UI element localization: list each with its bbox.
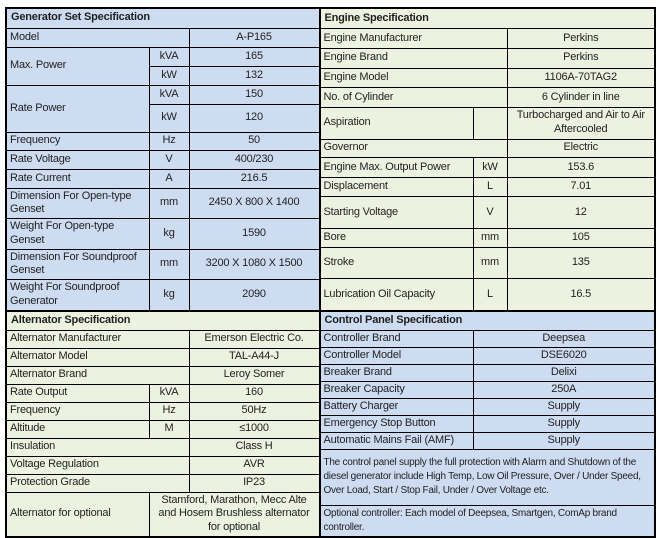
table-row: [320, 364, 655, 381]
section-title: Control Panel Specification: [320, 311, 655, 330]
table-row: [6, 219, 319, 250]
spec-label: Displacement: [320, 177, 473, 197]
table-row: [6, 366, 319, 384]
spec-value: A-P165: [189, 28, 319, 47]
spec-label: Alternator Model: [6, 348, 189, 366]
spec-label: Engine Manufacturer: [320, 29, 507, 49]
table-row: [6, 280, 319, 311]
spec-unit: kVA: [149, 47, 189, 66]
spec-label: Frequency: [6, 132, 149, 150]
spec-unit: kW: [149, 66, 189, 85]
table-row: [6, 492, 319, 537]
spec-value: 400/230: [189, 150, 319, 169]
table-row: [6, 28, 319, 47]
spec-unit: kW: [473, 158, 507, 178]
spec-value: 2450 X 800 X 1400: [189, 188, 319, 219]
spec-unit: M: [149, 420, 189, 438]
spec-unit: kg: [149, 280, 189, 311]
table-row: [320, 107, 655, 139]
spec-unit: mm: [473, 248, 507, 279]
spec-value: Delixi: [473, 364, 655, 381]
table-row: [320, 177, 655, 197]
spec-unit: [473, 107, 507, 139]
spec-label: Governor: [320, 139, 507, 158]
table-row: [6, 132, 319, 150]
spec-label: Breaker Capacity: [320, 381, 473, 398]
spec-value: Turbocharged and Air to Air Aftercooled: [507, 107, 655, 139]
spec-label: Alternator Brand: [6, 366, 189, 384]
spec-unit: kVA: [149, 384, 189, 402]
table-row: [320, 311, 655, 330]
spec-label: Rate Output: [6, 384, 149, 402]
spec-value: 6 Cylinder in line: [507, 88, 655, 108]
spec-label: Frequency: [6, 402, 149, 420]
spec-label: Aspiration: [320, 107, 473, 139]
table-row: [6, 47, 319, 66]
spec-value: Supply: [473, 415, 655, 432]
table-row: [320, 29, 655, 49]
table-row: [320, 8, 655, 29]
table-row: [320, 88, 655, 108]
engine-spec-table: [320, 7, 657, 311]
table-row: [320, 139, 655, 158]
table-row: [6, 85, 319, 104]
spec-value: 150: [189, 85, 319, 104]
spec-unit: mm: [473, 228, 507, 248]
spec-value: Stamford, Marathon, Mecc Alte and Hosem Brushless alternator for optional: [149, 492, 319, 537]
spec-value: 16.5: [507, 279, 655, 310]
table-row: [320, 228, 655, 248]
spec-value: TAL-A44-J: [189, 348, 319, 366]
spec-value: 50: [189, 132, 319, 150]
spec-label: Alternator Manufacturer: [6, 330, 189, 348]
spec-label: Engine Max. Output Power: [320, 158, 473, 178]
spec-label: Max. Power: [6, 47, 149, 85]
spec-value: 135: [507, 248, 655, 279]
spec-value: 12: [507, 197, 655, 228]
spec-value: 50Hz: [189, 402, 319, 420]
table-row: [320, 48, 655, 68]
spec-label: Dimension For Open-type Genset: [6, 188, 149, 219]
spec-value: ≤1000: [189, 420, 319, 438]
spec-note: Optional controller: Each model of Deepsea, Smartgen, ComAp brand controller.: [320, 505, 655, 537]
table-row: [6, 8, 319, 28]
table-row: [6, 420, 319, 438]
spec-unit: mm: [149, 188, 189, 219]
section-title: Generator Set Specification: [6, 8, 319, 28]
spec-value: Class H: [189, 438, 319, 456]
spec-label: Stroke: [320, 248, 473, 279]
spec-label: Lubrication Oil Capacity: [320, 279, 473, 310]
spec-label: Model: [6, 28, 189, 47]
spec-label: Engine Brand: [320, 48, 507, 68]
spec-label: Emergency Stop Button: [320, 415, 473, 432]
spec-label: Alternator for optional: [6, 492, 149, 537]
spec-label: Controller Model: [320, 347, 473, 364]
spec-unit: Hz: [149, 402, 189, 420]
table-row: [320, 248, 655, 279]
spec-label: Automatic Mains Fail (AMF): [320, 432, 473, 449]
table-row: [320, 347, 655, 364]
table-row: [320, 398, 655, 415]
table-row: [320, 330, 655, 347]
table-row: [320, 279, 655, 310]
spec-label: Weight For Open-type Genset: [6, 219, 149, 250]
spec-unit: kW: [149, 104, 189, 132]
spec-value: Supply: [473, 432, 655, 449]
spec-note: The control panel supply the full protection with Alarm and Shutdown of the diesel generator include High Temp, Low Oil Pressure, Over / Under Speed, Over Load, Start / Stop Fail, Under / Over Voltage etc.: [320, 449, 655, 505]
spec-unit: V: [149, 150, 189, 169]
spec-label: Voltage Regulation: [6, 456, 189, 474]
table-row: [6, 311, 319, 330]
spec-label: No. of Cylinder: [320, 88, 507, 108]
table-row: [320, 197, 655, 228]
table-row: [6, 438, 319, 456]
spec-value: 1106A-70TAG2: [507, 68, 655, 88]
spec-unit: L: [473, 279, 507, 310]
spec-unit: A: [149, 169, 189, 188]
table-row: [320, 432, 655, 449]
spec-label: Breaker Brand: [320, 364, 473, 381]
table-row: [6, 456, 319, 474]
spec-unit: kVA: [149, 85, 189, 104]
spec-sheet: [5, 7, 656, 538]
spec-value: IP23: [189, 474, 319, 492]
spec-label: Dimension For Soundproof Genset: [6, 249, 149, 280]
spec-unit: V: [473, 197, 507, 228]
spec-value: 250A: [473, 381, 655, 398]
spec-value: DSE6020: [473, 347, 655, 364]
table-row: [6, 249, 319, 280]
spec-label: Engine Model: [320, 68, 507, 88]
spec-value: Perkins: [507, 29, 655, 49]
table-row: [320, 449, 655, 505]
table-row: [6, 169, 319, 188]
table-row: [6, 402, 319, 420]
spec-label: Starting Voltage: [320, 197, 473, 228]
control-panel-spec-table: [320, 311, 657, 538]
spec-value: Electric: [507, 139, 655, 158]
spec-value: AVR: [189, 456, 319, 474]
table-row: [6, 384, 319, 402]
spec-value: Perkins: [507, 48, 655, 68]
table-row: [6, 330, 319, 348]
table-row: [320, 381, 655, 398]
alternator-spec-table: [5, 311, 320, 538]
table-row: [320, 158, 655, 178]
spec-value: Supply: [473, 398, 655, 415]
spec-unit: kg: [149, 219, 189, 250]
spec-value: 153.6: [507, 158, 655, 178]
spec-label: Bore: [320, 228, 473, 248]
spec-value: 120: [189, 104, 319, 132]
table-row: [6, 348, 319, 366]
spec-value: 7.01: [507, 177, 655, 197]
spec-value: 160: [189, 384, 319, 402]
spec-value: 3200 X 1080 X 1500: [189, 249, 319, 280]
spec-unit: L: [473, 177, 507, 197]
spec-label: Battery Charger: [320, 398, 473, 415]
spec-label: Weight For Soundproof Generator: [6, 280, 149, 311]
spec-unit: mm: [149, 249, 189, 280]
table-row: [320, 415, 655, 432]
table-row: [6, 188, 319, 219]
table-row: [6, 150, 319, 169]
spec-label: Controller Brand: [320, 330, 473, 347]
spec-label: Rate Current: [6, 169, 149, 188]
spec-value: 216.5: [189, 169, 319, 188]
table-row: [320, 68, 655, 88]
spec-label: Rate Voltage: [6, 150, 149, 169]
spec-label: Altitude: [6, 420, 149, 438]
table-row: [6, 474, 319, 492]
section-title: Alternator Specification: [6, 311, 319, 330]
spec-unit: Hz: [149, 132, 189, 150]
spec-value: Deepsea: [473, 330, 655, 347]
spec-value: Emerson Electric Co.: [189, 330, 319, 348]
spec-label: Rate Power: [6, 85, 149, 132]
spec-value: 105: [507, 228, 655, 248]
spec-value: Leroy Somer: [189, 366, 319, 384]
generator-set-spec-table: [5, 7, 320, 311]
spec-value: 2090: [189, 280, 319, 311]
spec-label: Insulation: [6, 438, 189, 456]
spec-value: 132: [189, 66, 319, 85]
spec-value: 165: [189, 47, 319, 66]
spec-value: 1590: [189, 219, 319, 250]
spec-label: Protection Grade: [6, 474, 189, 492]
section-title: Engine Specification: [320, 8, 655, 29]
